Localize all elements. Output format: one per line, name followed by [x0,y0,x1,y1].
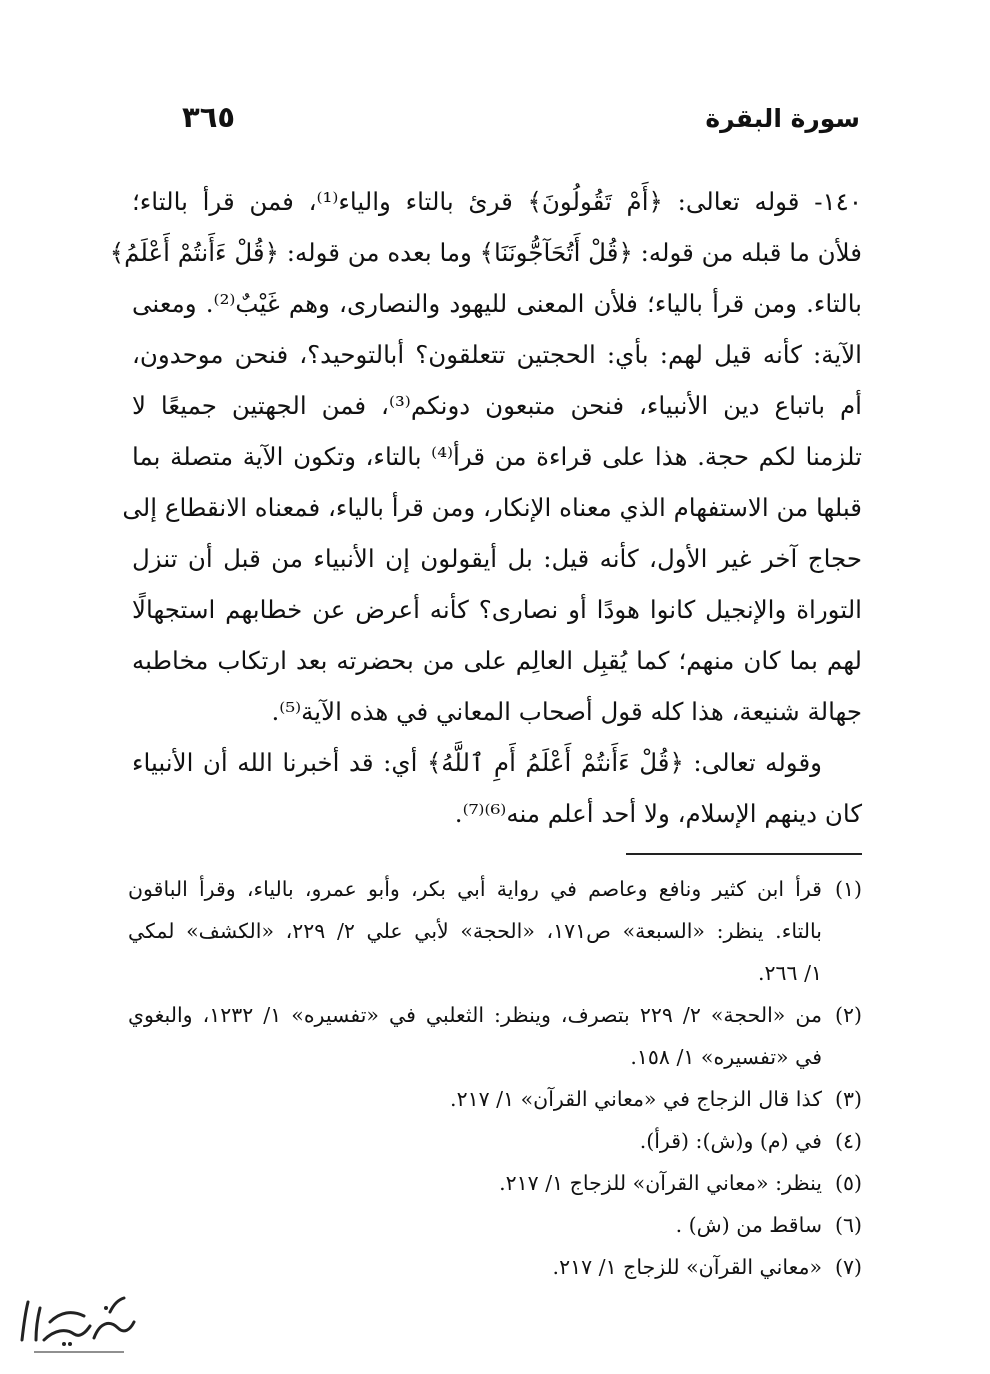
footnote-line: ١/ ٢٦٦. [757,961,822,985]
text-line: وقوله تعالى: ﴿قُلْ ءَأَنتُمْ أَعْلَمُ أَمِ ٱللَّهُ﴾ أي: قد أخبرنا الله أن الأنبياء [132,748,822,777]
footnote-number: (٤) [834,1129,862,1153]
footnote-line: من «الحجة» ٢/ ٢٢٩ بتصرف، وينظر: الثعلبي في «تفسيره» ١/ ١٢٣٢، والبغوي [128,1003,822,1027]
footnote-line: ينظر: «معاني القرآن» للزجاج ١/ ٢١٧. [499,1171,822,1195]
footnote-line: كذا قال الزجاج في «معاني القرآن» ١/ ٢١٧. [450,1087,822,1111]
page-header [130,100,860,144]
footnote [128,994,862,1078]
footnote [128,1120,862,1162]
footnote-number: (٧) [834,1255,862,1279]
footnote-line: في (م) و(ش): (قرأ). [639,1129,822,1153]
text-line: التوراة والإنجيل كانوا هودًا أو نصارى؟ كأنه أعرض عن خطابهم استجهالًا [132,595,862,624]
footnote-line: قرأ ابن كثير ونافع وعاصم في رواية أبي بكر، وأبو عمرو، بالياء، وقرأ الباقون [128,877,822,901]
footnote-line: «معاني القرآن» للزجاج ١/ ٢١٧. [552,1255,822,1279]
text-line: أم باتباع دين الأنبياء، فنحن متبعون دونكم⁽³⁾، فمن الجهتين جميعًا لا [132,391,862,420]
footnote [128,1246,862,1288]
text-line: بالتاء. ومن قرأ بالياء؛ فلأن المعنى لليهود والنصارى، وهم غَيْبٌ⁽²⁾. ومعنى [132,289,862,318]
footnote-line: بالتاء. ينظر: «السبعة» ص١٧١، «الحجة» لأبي علي ٢/ ٢٢٩، «الكشف» لمكي [128,919,822,943]
main-text [109,176,862,839]
footnote-number: (٥) [834,1171,862,1195]
text-line: لهم بما كان منهم؛ كما يُقبِل العالِم على من بحضرته بعد ارتكاب مخاطبه [132,646,862,675]
text-line: قبلها من الاستفهام الذي معناه الإنكار، ومن قرأ بالياء، فمعناه الانقطاع إلى [122,493,862,522]
watermark-logo [14,1282,142,1362]
footnote-number: (٦) [834,1213,862,1237]
footnotes [128,868,862,1288]
footnote [128,1204,862,1246]
surah-title: سورة البقرة [705,104,860,133]
text-line: ١٤٠- قوله تعالى: ﴿أَمْ تَقُولُونَ﴾ قرئ بالتاء والياء⁽¹⁾، فمن قرأ بالتاء؛ [132,187,862,216]
footnote [128,868,862,994]
text-line: تلزمنا لكم حجة. هذا على قراءة من قرأ⁽⁴⁾ بالتاء، وتكون الآية متصلة بما [132,442,862,471]
text-line: كان دينهم الإسلام، ولا أحد أعلم منه⁽⁶⁾⁽⁷⁾. [454,799,862,828]
footnote [128,1078,862,1120]
page-number: ٣٦٥ [182,100,236,134]
footnote-number: (٣) [834,1087,862,1111]
footnote-line: ساقط من (ش) . [675,1213,822,1237]
footnote-line: في «تفسيره» ١/ ١٥٨. [630,1045,822,1069]
text-line: الآية: كأنه قيل لهم: بأي: الحجتين تتعلقون؟ أبالتوحيد؟، فنحن موحدون، [132,340,862,369]
footnote [128,1162,862,1204]
text-line: حجاج آخر غير الأول، كأنه قيل: بل أيقولون إن الأنبياء من قبل أن تنزل [132,544,862,573]
text-line: فلأن ما قبله من قوله: ﴿قُلْ أَتُحَآجُّونَنَا﴾ وما بعده من قوله: ﴿قُلْ ءَأَنتُمْ أَعْلَمُ﴾ [109,238,862,267]
text-line: جهالة شنيعة، هذا كله قول أصحاب المعاني في هذه الآية⁽⁵⁾. [271,697,862,726]
footnote-number: (١) [834,877,862,901]
footnote-number: (٢) [834,1003,862,1027]
footnote-separator [626,853,862,855]
